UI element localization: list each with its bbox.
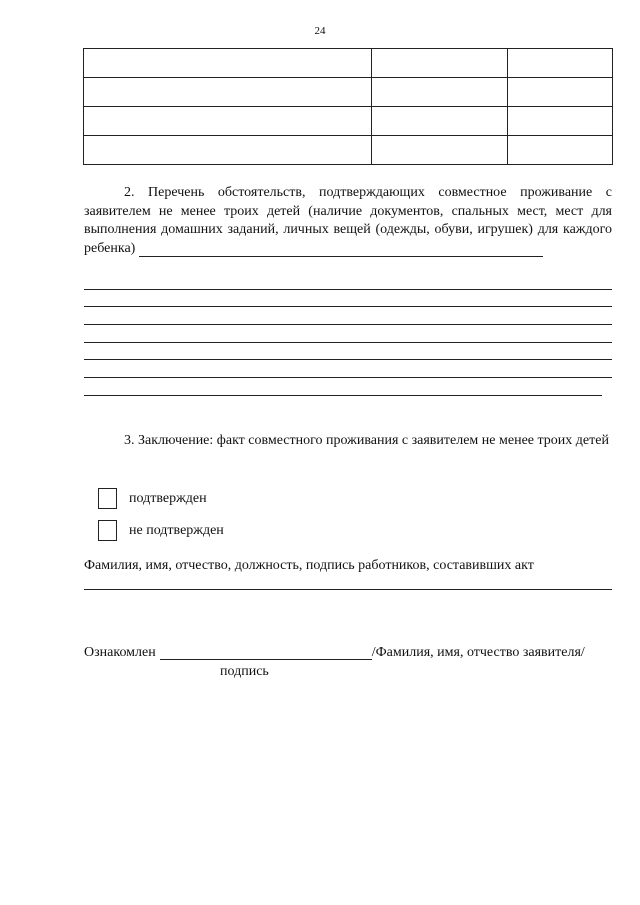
applicant-name-caption: /Фамилия, имя, отчество заявителя/ xyxy=(371,644,585,660)
table-row xyxy=(84,136,613,165)
table-cell[interactable] xyxy=(508,107,613,136)
section-2-fill-line[interactable] xyxy=(84,343,612,361)
table-cell-input[interactable] xyxy=(372,78,507,106)
confirmed-label: подтвержден xyxy=(129,490,207,506)
section-2-fill-line[interactable] xyxy=(84,378,602,396)
table-cell[interactable] xyxy=(84,78,372,107)
table-cell-input[interactable] xyxy=(84,78,371,106)
section-2-text: 2. Перечень обстоятельств, подтверждающих совместное проживание с заявителем не менее троих детей (наличие документов, спальных мест, мест для выполнения домашних заданий, личных вещей (одежды, обуви, игрушек) для каждого ребенка) xyxy=(84,185,612,256)
signers-label: Фамилия, имя, отчество, должность, подпись работников, составивших акт xyxy=(84,558,534,573)
section-2-fill-lines xyxy=(84,272,612,396)
table-cell-input[interactable] xyxy=(508,107,612,135)
table-row xyxy=(84,49,613,78)
confirmed-checkbox[interactable] xyxy=(98,488,117,509)
table-cell-input[interactable] xyxy=(372,107,507,135)
table-cell[interactable] xyxy=(372,107,508,136)
section-3-paragraph: 3. Заключение: факт совместного проживания с заявителем не менее троих детей xyxy=(124,433,609,448)
table-cell-input[interactable] xyxy=(84,49,371,77)
section-2-paragraph xyxy=(84,184,612,258)
table-cell-input[interactable] xyxy=(84,136,371,164)
table-row xyxy=(84,107,613,136)
table-cell[interactable] xyxy=(372,49,508,78)
table-cell[interactable] xyxy=(508,49,613,78)
section-2-fill-line[interactable] xyxy=(84,325,612,343)
section-2-fill-line[interactable] xyxy=(84,290,612,308)
section-2-inline-field[interactable] xyxy=(139,240,543,257)
acknowledgement-row xyxy=(84,644,612,661)
section-2-fill-line[interactable] xyxy=(84,360,612,378)
section-2-fill-line[interactable] xyxy=(84,307,612,325)
not-confirmed-label: не подтвержден xyxy=(129,522,224,538)
not-confirmed-checkbox[interactable] xyxy=(98,520,117,541)
table-cell[interactable] xyxy=(508,136,613,165)
applicant-signature-field[interactable] xyxy=(160,644,372,660)
option-confirmed[interactable] xyxy=(98,488,207,509)
page-number: 24 xyxy=(314,25,326,37)
table-cell-input[interactable] xyxy=(372,49,507,77)
table-cell[interactable] xyxy=(372,78,508,107)
signature-caption: подпись xyxy=(220,664,269,679)
table-cell-input[interactable] xyxy=(84,107,371,135)
acknowledged-label: Ознакомлен xyxy=(84,644,156,660)
table-cell[interactable] xyxy=(372,136,508,165)
signers-field[interactable] xyxy=(84,573,612,590)
data-table xyxy=(83,48,613,165)
table-cell-input[interactable] xyxy=(372,136,507,164)
table-cell-input[interactable] xyxy=(508,78,612,106)
table-cell[interactable] xyxy=(508,78,613,107)
section-2-fill-line[interactable] xyxy=(84,272,612,290)
table-cell-input[interactable] xyxy=(508,136,612,164)
table-cell[interactable] xyxy=(84,136,372,165)
table-cell-input[interactable] xyxy=(508,49,612,77)
option-not-confirmed[interactable] xyxy=(98,520,224,541)
table-cell[interactable] xyxy=(84,107,372,136)
table-row xyxy=(84,78,613,107)
table-cell[interactable] xyxy=(84,49,372,78)
